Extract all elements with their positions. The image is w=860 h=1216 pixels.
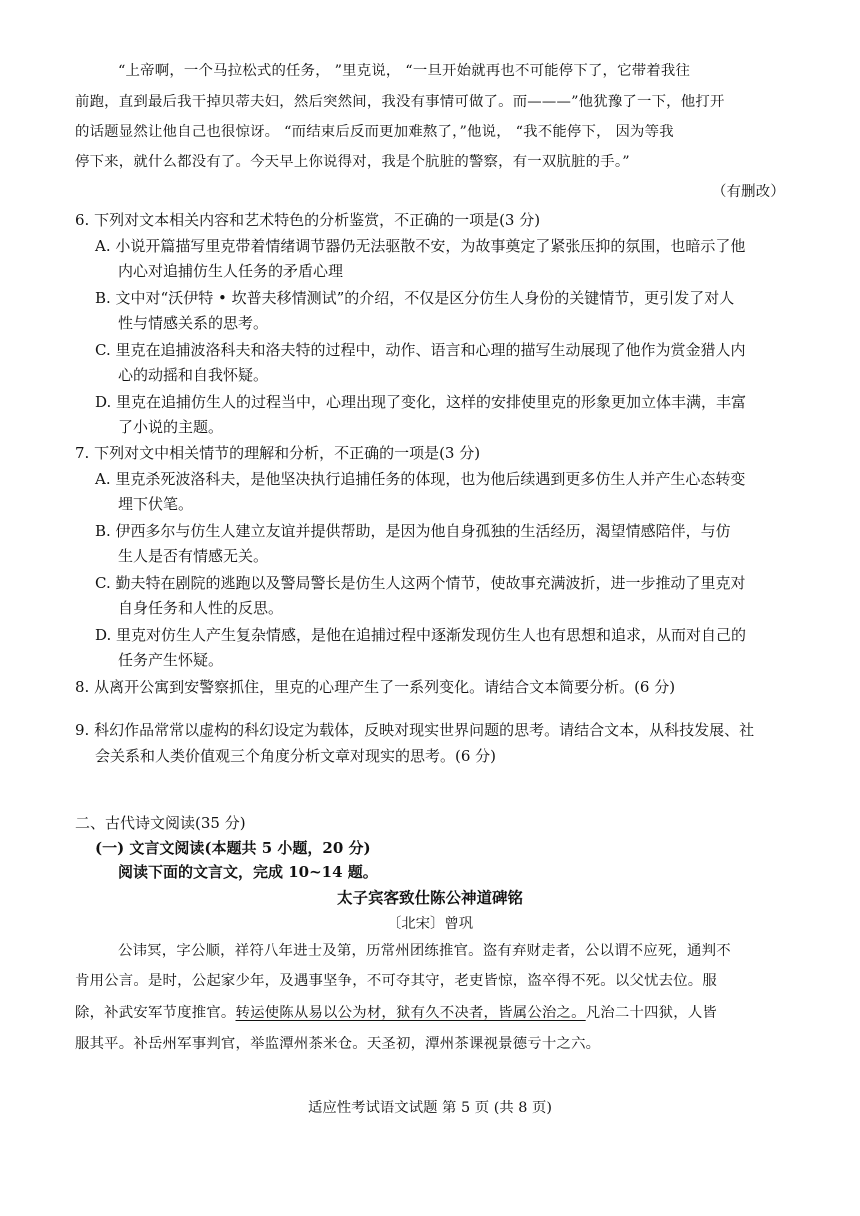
passage-line-3-end: 凡治二十四狱，人皆 (585, 1005, 718, 1021)
q7-option-d: D. 里克对仿生人产生复杂情感，是他在追捕过程中逐渐发现仿生人也有思想和追求，从而对自己的 (95, 626, 747, 644)
q6-option-a: A. 小说开篇描写里克带着情绪调节器仍无法驱散不安，为故事奠定了紧张压抑的氛围，也暗示了他 (95, 237, 746, 255)
reading-instruction: 阅读下面的文言文，完成 10~14 题。 (118, 863, 378, 881)
section-2-heading: 二、古代诗文阅读(35 分) (75, 814, 246, 832)
q7-option-d-cont: 任务产生怀疑。 (118, 651, 224, 669)
passage-line-1: 公讳冥，字公顺，祥符八年进士及第，历常州团练推官。盗有弃财走者，公以谓不应死，通判不 (118, 943, 731, 959)
passage-author: 〔北宋〕曾巩 (386, 916, 474, 932)
q6-option-d: D. 里克在追捕仿生人的过程当中，心理出现了变化，这样的安排使里克的形象更加立体丰满，丰富 (95, 393, 747, 411)
q6-option-c-cont: 心的动摇和自我怀疑。 (118, 366, 269, 384)
page-footer: 适应性考试语文试题 第 5 页 (共 8 页) (307, 1100, 553, 1116)
q6-option-d-cont: 了小说的主题。 (118, 418, 224, 436)
story-line-1: “上帝啊，一个马拉松式的任务， ”里克说， “一旦开始就再也不可能停下了，它带着我往 (118, 63, 691, 79)
passage-line-3-start: 除，补武安军节度推官。 (75, 1005, 236, 1021)
passage-title: 太子宾客致仕陈公神道碑铭 (336, 888, 523, 907)
story-line-2: 前跑，直到最后我干掉贝蒂夫妇，然后突然间，我没有事情可做了。而———”他犹豫了一下，他打开 (75, 94, 725, 110)
q6-option-a-cont: 内心对追捕仿生人任务的矛盾心理 (118, 262, 344, 280)
q7-option-a: A. 里克杀死波洛科夫，是他坚决执行追捕任务的体现，也为他后续遇到更多仿生人并产生心态转变 (95, 470, 746, 488)
question-9: 9. 科幻作品常常以虚构的科幻设定为载体，反映对现实世界问题的思考。请结合文本，从科技发展、社 (75, 721, 755, 739)
q6-option-c: C. 里克在追捕波洛科夫和洛夫特的过程中，动作、语言和心理的描写生动展现了他作为赏金猎人内 (95, 341, 746, 359)
passage-line-3 (75, 1003, 717, 1023)
q6-option-b: B. 文中对“沃伊特 • 坎普夫移情测试”的介绍，不仅是区分仿生人身份的关键情节，更引发了对人 (95, 289, 735, 307)
underlined-sentence: 转运使陈从易以公为材，狱有久不决者，皆属公治之。 (235, 1005, 586, 1021)
q7-option-b-cont: 生人是否有情感无关。 (118, 547, 269, 565)
q7-option-c: C. 勤夫特在剧院的逃跑以及警局警长是仿生人这两个情节，使故事充满波折，进一步推动了里克对 (95, 574, 746, 592)
q7-option-c-cont: 自身任务和人性的反思。 (118, 599, 284, 617)
q6-option-b-cont: 性与情感关系的思考。 (118, 314, 269, 332)
question-6-stem: 6. 下列对文本相关内容和艺术特色的分析鉴赏，不正确的一项是(3 分) (75, 211, 541, 229)
story-line-4: 停下来，就什么都没有了。今天早上你说得对，我是个肮脏的警察，有一双肮脏的手。” (75, 154, 630, 170)
abridged-note: （有删改） (712, 184, 785, 200)
question-9-cont: 会关系和人类价值观三个角度分析文章对现实的思考。(6 分) (95, 747, 497, 765)
classical-prose-subheading: (一) 文言文阅读(本题共 5 小题，20 分) (95, 839, 371, 857)
question-7-stem: 7. 下列对文中相关情节的理解和分析，不正确的一项是(3 分) (75, 444, 481, 462)
passage-line-2: 肯用公言。是时，公起家少年，及遇事坚争，不可夺其守，老吏皆惊，盗卒得不死。以父忧去位。服 (75, 973, 717, 989)
passage-line-4: 服其平。补岳州军事判官，举监潭州茶米仓。天圣初，潭州茶课视景德亏十之六。 (75, 1036, 601, 1052)
q7-option-b: B. 伊西多尔与仿生人建立友谊并提供帮助，是因为他自身孤独的生活经历，渴望情感陪伴，与仿 (95, 522, 731, 540)
q7-option-a-cont: 埋下伏笔。 (118, 495, 194, 513)
question-8: 8. 从离开公寓到安警察抓住，里克的心理产生了一系列变化。请结合文本简要分析。(6 分) (75, 678, 676, 696)
story-line-3: 的话题显然让他自己也很惊讶。 “而结束后反而更加难熬了，”他说， “我不能停下， 因为等我 (75, 124, 674, 140)
